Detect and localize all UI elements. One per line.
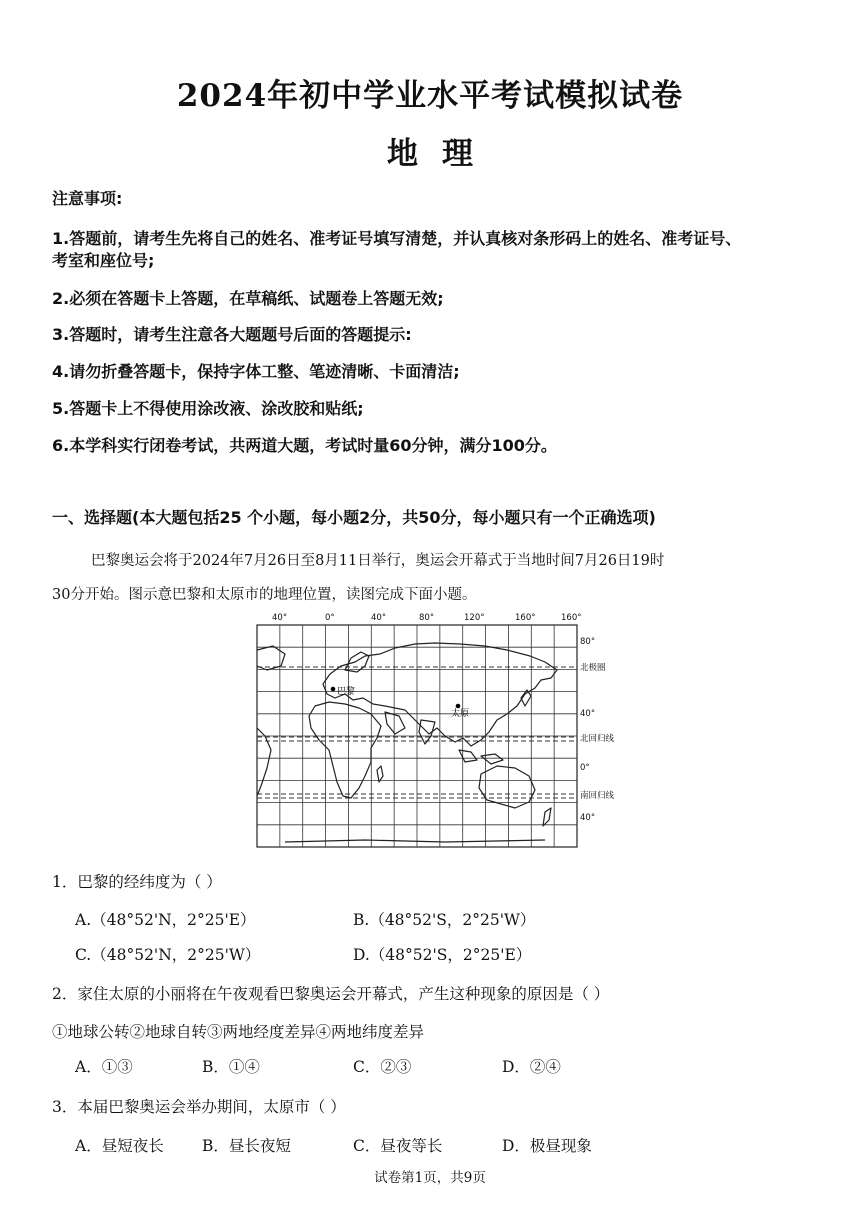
note-item: 2.必须在答题卡上答题，在草稿纸、试题卷上答题无效; [52, 289, 444, 308]
longitude-label: 40° [371, 613, 387, 623]
note-item: 3.答题时，请考生注意各大题题号后面的答题提示: [52, 325, 412, 344]
notes-heading: 注意事项: [52, 189, 123, 208]
question-3-stem: 3．本届巴黎奥运会举办期间，太原市（ ） [52, 1098, 346, 1116]
latitude-label: 80° [580, 637, 596, 647]
longitude-label: 80° [419, 613, 435, 623]
note-item: 1.答题前，请考生先将自己的姓名、准考证号填写清楚，并认真核对条形码上的姓名、准考证号、 [52, 229, 742, 248]
question-1-option-a[interactable]: A.（48°52'N，2°25'E） [75, 911, 256, 929]
question-2-stem: 2．家住太原的小丽将在午夜观看巴黎奥运会开幕式，产生这种现象的原因是（ ） [52, 985, 610, 1003]
question-1-option-c[interactable]: C.（48°52'N，2°25'W） [75, 946, 261, 964]
question-3-option-b[interactable]: B．昼长夜短 [202, 1137, 291, 1155]
note-item: 6.本学科实行闭卷考试，共两道大题，考试时量60分钟，满分100分。 [52, 436, 557, 455]
question-1-option-d[interactable]: D.（48°52'S，2°25'E） [353, 946, 532, 964]
latitude-label: 北极圈 [580, 663, 606, 673]
latitude-label: 北回归线 [580, 734, 615, 744]
world-map-figure [245, 610, 615, 850]
note-item: 5.答题卡上不得使用涂改液、涂改胶和贴纸; [52, 399, 364, 418]
question-2-option-b[interactable]: B．①④ [202, 1058, 260, 1076]
taiyuan-marker [456, 704, 461, 709]
longitude-label: 120° [464, 613, 485, 623]
question-2-option-c[interactable]: C．②③ [353, 1058, 412, 1076]
page-footer: 试卷第1页，共9页 [374, 1170, 486, 1186]
paris-marker [331, 687, 336, 692]
section-heading: 一、选择题(本大题包括25 个小题，每小题2分，共50分，每小题只有一个正确选项) [52, 508, 656, 527]
latitude-label: 40° [580, 709, 596, 719]
city-label-taiyuan: 太原 [451, 709, 470, 719]
intro-paragraph-line: 30分开始。图示意巴黎和太原市的地理位置，读图完成下面小题。 [52, 587, 477, 603]
note-item: 4.请勿折叠答题卡，保持字体工整、笔迹清晰、卡面清洁; [52, 362, 460, 381]
question-3-option-d[interactable]: D．极昼现象 [502, 1137, 592, 1155]
latitude-label: 南回归线 [580, 791, 615, 801]
question-1-stem: 1．巴黎的经纬度为（ ） [52, 873, 222, 891]
latitude-label: 40° [580, 813, 596, 823]
question-1-option-b[interactable]: B.（48°52'S，2°25'W） [353, 911, 536, 929]
latitude-label: 0° [580, 763, 590, 773]
continent-outlines [257, 643, 557, 842]
question-2-option-a[interactable]: A．①③ [75, 1058, 133, 1076]
question-2-statements: ①地球公转②地球自转③两地经度差异④两地纬度差异 [52, 1023, 425, 1041]
longitude-label: 40° [272, 613, 288, 623]
longitude-label: 160° [561, 613, 582, 623]
question-3-option-c[interactable]: C．昼夜等长 [353, 1137, 443, 1155]
city-label-paris: 巴黎 [337, 687, 356, 697]
intro-paragraph-line: 巴黎奥运会将于2024年7月26日至8月11日举行，奥运会开幕式于当地时间7月26日19时 [91, 553, 665, 569]
question-2-option-d[interactable]: D．②④ [502, 1058, 561, 1076]
longitude-label: 160° [515, 613, 536, 623]
note-item: 考室和座位号; [52, 251, 155, 270]
exam-subject: 地理 [387, 136, 497, 172]
question-3-option-a[interactable]: A．昼短夜长 [75, 1137, 164, 1155]
longitude-label: 0° [325, 613, 335, 623]
exam-title: 2024年初中学业水平考试模拟试卷 [176, 78, 684, 114]
